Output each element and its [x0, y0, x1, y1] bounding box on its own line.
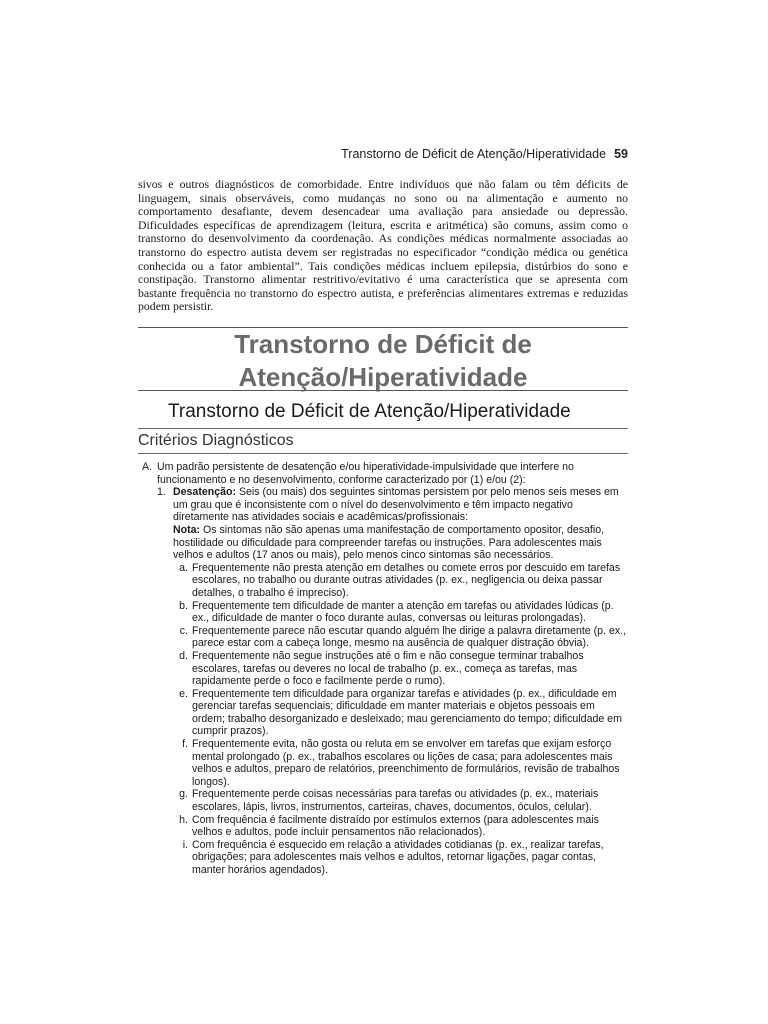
section-title: Transtorno de Déficit de Atenção/Hiperatividade	[168, 401, 571, 422]
list-item-text: Com frequência é facilmente distraído por estímulos externos (para adolescentes mais velhos e adultos, pode incluir pensamentos não relacionados).	[192, 813, 599, 839]
list-item-label: d.	[179, 649, 188, 662]
item-1-heading: Desatenção:	[173, 486, 236, 499]
list-item-label: b.	[179, 599, 188, 612]
list-item	[173, 650, 628, 688]
list-item	[173, 839, 628, 877]
list-item	[173, 788, 628, 813]
chapter-title-line-1: Transtorno de Déficit de	[234, 329, 532, 359]
list-item-label: a.	[179, 561, 188, 574]
list-item-label: e.	[179, 687, 188, 700]
list-item-label: i.	[182, 838, 188, 851]
subsection-title: Critérios Diagnósticos	[138, 432, 294, 449]
page-number: 59	[614, 147, 628, 161]
list-item	[173, 814, 628, 839]
list-item	[173, 625, 628, 650]
running-title: Transtorno de Déficit de Atenção/Hiperatividade	[341, 147, 607, 161]
item-1-body	[173, 486, 628, 876]
symptom-list	[173, 562, 628, 877]
list-item-label: f.	[182, 738, 188, 751]
chapter-title-line-2: Atenção/Hiperatividade	[238, 362, 528, 392]
list-item-label: g.	[179, 788, 188, 801]
list-item-text: Frequentemente não presta atenção em detalhes ou comete erros por descuido em tarefas escolares, no trabalho ou durante outras atividades (p. ex., negligencia ou deixa passar detalhes, o trabalho é impreciso).	[192, 561, 621, 599]
list-item	[173, 600, 628, 625]
intro-paragraph: sivos e outros diagnósticos de comorbidade. Entre indivíduos que não falam ou têm déficits de linguagem, sinais observáveis, como mudanças no sono ou na alimentação e aumento no comportamento desafiante, devem desencadear uma avaliação para ansiedade ou depressão. Dificuldades específicas de aprendizagem (leitura, escrita e aritmética) são comuns, assim como o transtorno do desenvolvimento da coordenação. As condições médicas normalmente associadas ao transtorno do espectro autista devem ser registradas no especificador “condição médica ou genética conhecida ou a fator ambiental”. Tais condições médicas incluem epilepsia, distúrbios do sono e constipação. Transtorno alimentar restritivo/evitativo é uma característica que se apresenta com bastante frequência no transtorno do espectro autista, e preferências alimentares extremas e reduzidas podem persistir.	[138, 177, 628, 314]
note-paragraph	[173, 524, 628, 562]
list-item-text: Frequentemente perde coisas necessárias para tarefas ou atividades (p. ex., materiais escolares, lápis, livros, instrumentos, carteiras, chaves, documentos, óculos, celular).	[192, 788, 599, 814]
running-header	[140, 147, 628, 161]
criterion-a-label: A.	[142, 461, 153, 473]
chapter-title	[138, 328, 628, 394]
list-item	[173, 562, 628, 600]
chapter-bottom-rule	[138, 390, 628, 391]
section-rule	[138, 428, 628, 429]
list-item-label: c.	[179, 624, 188, 637]
criterion-item-1	[157, 486, 628, 876]
list-item-text: Frequentemente não segue instruções até o fim e não consegue terminar trabalhos escolares, tarefas ou deveres no local de trabalho (p. ex., começa as tarefas, mas rapidamente perde o foco e facilmente perde o rumo).	[192, 649, 584, 688]
list-item-text: Frequentemente evita, não gosta ou reluta em se envolver em tarefas que exijam esforço mental prolongado (p. ex., trabalhos escolares ou lições de casa; para adolescentes mais velhos e adultos, preparo de relatórios, preenchimento de formulários, revisão de trabalhos longos).	[192, 738, 620, 788]
list-item-text: Frequentemente parece não escutar quando alguém lhe dirige a palavra diretamente (p. ex., parece estar com a cabeça longe, mesmo na ausência de qualquer distração óbvia).	[192, 624, 627, 650]
criterion-a-text: Um padrão persistente de desatenção e/ou hiperatividade-impulsividade que interfere no funcionamento e no desenvolvimento, conforme caracterizado por (1) e/ou (2):	[157, 461, 574, 486]
list-item-text: Com frequência é esquecido em relação a atividades cotidianas (p. ex., realizar tarefas, obrigações; para adolescentes mais velhos e adultos, retornar ligações, pagar contas, manter horários agendados).	[192, 838, 604, 876]
list-item-text: Frequentemente tem dificuldade de manter a atenção em tarefas ou atividades lúdicas (p. ex., dificuldade de manter o foco durante aulas, conversas ou leituras prolongadas).	[192, 599, 614, 625]
item-1-text: Seis (ou mais) dos seguintes sintomas persistem por pelo menos seis meses em um grau que é inconsistente com o nível do desenvolvimento e têm impacto negativo diretamente nas atividades sociais e acadêmicas/profissionais:	[173, 486, 619, 524]
note-text: Os sintomas não são apenas uma manifestação de comportamento opositor, desafio, hostilidade ou dificuldade para compreender tarefas ou instruções. Para adolescentes mais velhos e adultos (17 anos ou mais), pelo menos cinco sintomas são necessários.	[173, 523, 605, 562]
note-heading: Nota:	[173, 523, 201, 536]
list-item	[173, 688, 628, 738]
list-item-text: Frequentemente tem dificuldade para organizar tarefas e atividades (p. ex., dificuldade em gerenciar tarefas sequenciais; dificuldade em manter materiais e objetos pessoais em ordem; trabalho desorganizado e desleixado; mau gerenciamento do tempo; dificuldade em cumprir prazos).	[192, 687, 622, 738]
item-1-paragraph	[173, 486, 628, 524]
criterion-a	[142, 461, 628, 486]
list-item-label: h.	[179, 813, 188, 826]
subsection-rule	[138, 453, 628, 454]
item-1-label: 1.	[157, 486, 166, 499]
diagnostic-criteria	[142, 461, 628, 877]
list-item	[173, 738, 628, 788]
